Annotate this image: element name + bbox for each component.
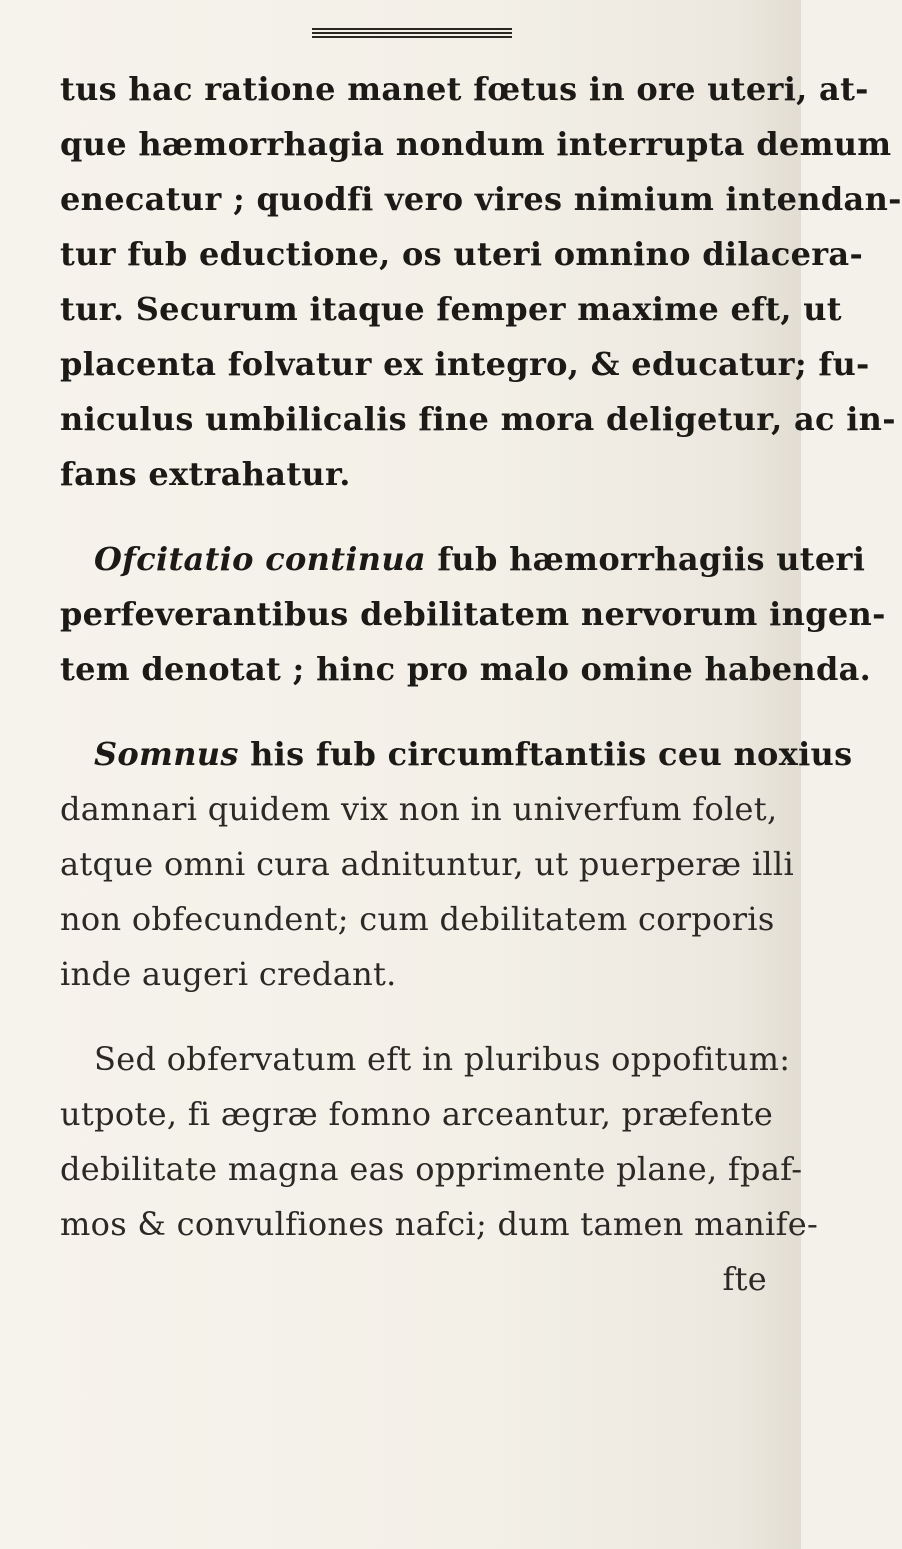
text-line	[60, 727, 853, 782]
header-rule	[312, 28, 512, 42]
body-text	[60, 62, 902, 1307]
text-line: debilitate magna eas opprimente plane, fpaf-	[60, 1150, 803, 1188]
text-line: perfeverantibus debilitatem nervorum ingen-	[60, 595, 886, 633]
paragraph-1	[60, 62, 902, 502]
text-line: inde augeri credant.	[60, 955, 397, 993]
text-line: enecatur ; quodfi vero vires nimium intendan-	[60, 180, 902, 218]
lead-rest: fub hæmorrhagiis uteri	[425, 540, 866, 578]
text-line: utpote, fi ægræ fomno arceantur, præfente	[60, 1095, 774, 1133]
text-line: que hæmorrhagia nondum interrupta demum	[60, 125, 892, 163]
text-line: Sed obfervatum eft in pluribus oppofitum:	[94, 1040, 791, 1078]
text-line: placenta folvatur ex integro, & educatur; fu-	[60, 345, 870, 383]
paragraph-gap	[60, 697, 785, 727]
text-line: niculus umbilicalis fine mora deligetur, ac in-	[60, 400, 896, 438]
paragraph-3	[60, 727, 853, 1002]
text-line: atque omni cura adnituntur, ut puerperæ illi	[60, 845, 794, 883]
text-line: tem denotat ; hinc pro malo omine habenda.	[60, 650, 872, 688]
paragraph-gap	[60, 502, 785, 532]
text-line	[60, 532, 866, 587]
text-line: damnari quidem vix non in univerfum folet,	[60, 790, 778, 828]
italic-lead: Somnus	[94, 735, 239, 773]
text-line: tur. Securum itaque femper maxime eft, ut	[60, 290, 842, 328]
catchword: fte	[722, 1260, 767, 1298]
text-line: non obfecundent; cum debilitatem corporis	[60, 900, 775, 938]
paragraph-2	[60, 532, 886, 697]
text-line: tus hac ratione manet fœtus in ore uteri, at-	[60, 70, 869, 108]
paragraph-gap	[60, 1002, 785, 1032]
lead-rest: his fub circumftantiis ceu noxius	[238, 735, 853, 773]
text-line: mos & convulfiones nafci; dum tamen manife-	[60, 1205, 819, 1243]
text-line: fans extrahatur.	[60, 455, 351, 493]
italic-lead: Ofcitatio continua	[94, 540, 426, 578]
paragraph-4	[60, 1032, 819, 1307]
text-line: tur fub eductione, os uteri omnino dilacera-	[60, 235, 864, 273]
